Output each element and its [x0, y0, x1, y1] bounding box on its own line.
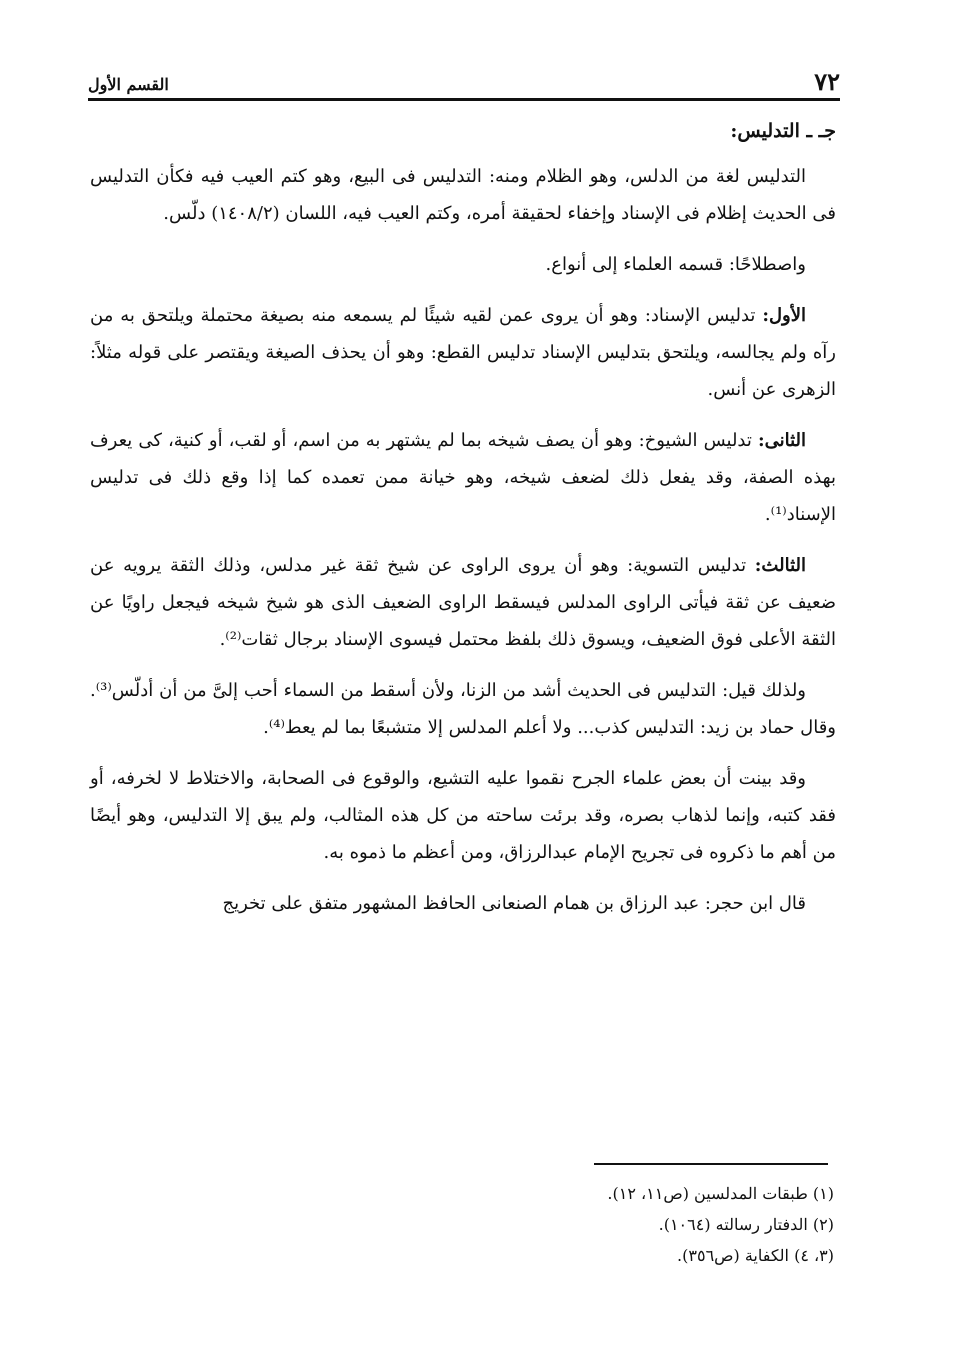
paragraph-7: وقد بينت أن بعض علماء الجرح نقموا عليه التشيع، والوقوع فى الصحابة، والاختلاط لا لخرفه، أو فقد كتبه، وإنما لذهاب بصره، وقد برئت ساحته من كل هذه المثالب، ولم يبق إلا التدليس، وهو أيضًا من أهم ما ذكروه فى تجريح الإمام عبدالرزاق، ومن أعظم ما ذموه به.	[90, 768, 836, 863]
footnote-divider	[594, 1163, 828, 1165]
paragraph-1: التدليس لغة من الدلس، وهو الظلام ومنه: التدليس فى البيع، وهو كتم العيب فيه فكأن التدليس فى الحديث إظلام فى الإسناد وإخفاء لحقيقة أمره، وكتم العيب فيه، اللسان (١٤٠٨/٢) دلّس.	[90, 166, 836, 224]
paragraph-4: الثانى: تدليس الشيوخ: وهو أن يصف شيخه بما لم يشتهر به من اسم، أو لقب، أو كنية، كى يعرف بهذه الصفة، وقد يفعل ذلك لضعف شيخه، وهو خيانة ممن تعمده كما إذا وقع ذلك فى تدليس الإسناد⁽¹⁾.	[90, 430, 836, 525]
paragraph-lead: الثانى:	[757, 430, 806, 451]
footnote-item: (٢) الدفتار رسالته (١٠٦٤).	[658, 1215, 834, 1234]
running-title: القسم الأول	[88, 75, 169, 94]
paragraph-5: الثالث: تدليس التسوية: وهو أن يروى الراوى عن شيخ ثقة غير مدلس، وذلك الثقة يرويه عن ضعيف عن ثقة فيأتى الراوى المدلس فيسقط الراوى الضعيف الذى هو شيخ شيخه فيجعل راويًا عن الثقة الأعلى فوق الضعيف، ويسوق ذلك بلفظ محتمل فيسوى الإسناد برجال ثقات⁽²⁾.	[90, 555, 836, 650]
paragraph-lead: الأول:	[762, 305, 806, 326]
footnote-item: (٣، ٤) الكفاية (ص٣٥٦).	[677, 1246, 834, 1265]
page-number: ٧٢	[814, 67, 840, 96]
page-header	[88, 58, 840, 101]
section-heading: جـ ـ التدليس:	[730, 120, 836, 142]
main-text	[90, 112, 836, 936]
paragraph-lead: الثالث:	[754, 555, 806, 576]
paragraph-6: ولذلك قيل: التدليس فى الحديث أشد من الزنا، ولأن أسقط من السماء أحب إلىَّ من أن أدلّس⁽³⁾. وقال حماد بن زيد: التدليس كذب... ولا أعلم المدلس إلا متشبعًا بما لم يعط⁽⁴⁾.	[90, 680, 836, 738]
footnotes	[90, 1178, 834, 1271]
paragraph-8: قال ابن حجر: عبد الرزاق بن همام الصنعانى الحافظ المشهور متفق على تخريج	[222, 893, 806, 914]
paragraph-3: الأول: تدليس الإسناد: وهو أن يروى عمن لقيه شيئًا لم يسمعه منه بصيغة محتملة ويلتحق به من رآه ولم يجالسه، ويلتحق بتدليس الإسناد تدليس القطع: وهو أن يحذف الصيغة ويقتصر على قوله مثلاً: الزهرى عن أنس.	[90, 305, 836, 400]
paragraph-2: واصطلاحًا: قسمه العلماء إلى أنواع.	[545, 254, 806, 275]
footnote-item: (١) طبقات المدلسين (ص١١، ١٢).	[607, 1184, 834, 1203]
